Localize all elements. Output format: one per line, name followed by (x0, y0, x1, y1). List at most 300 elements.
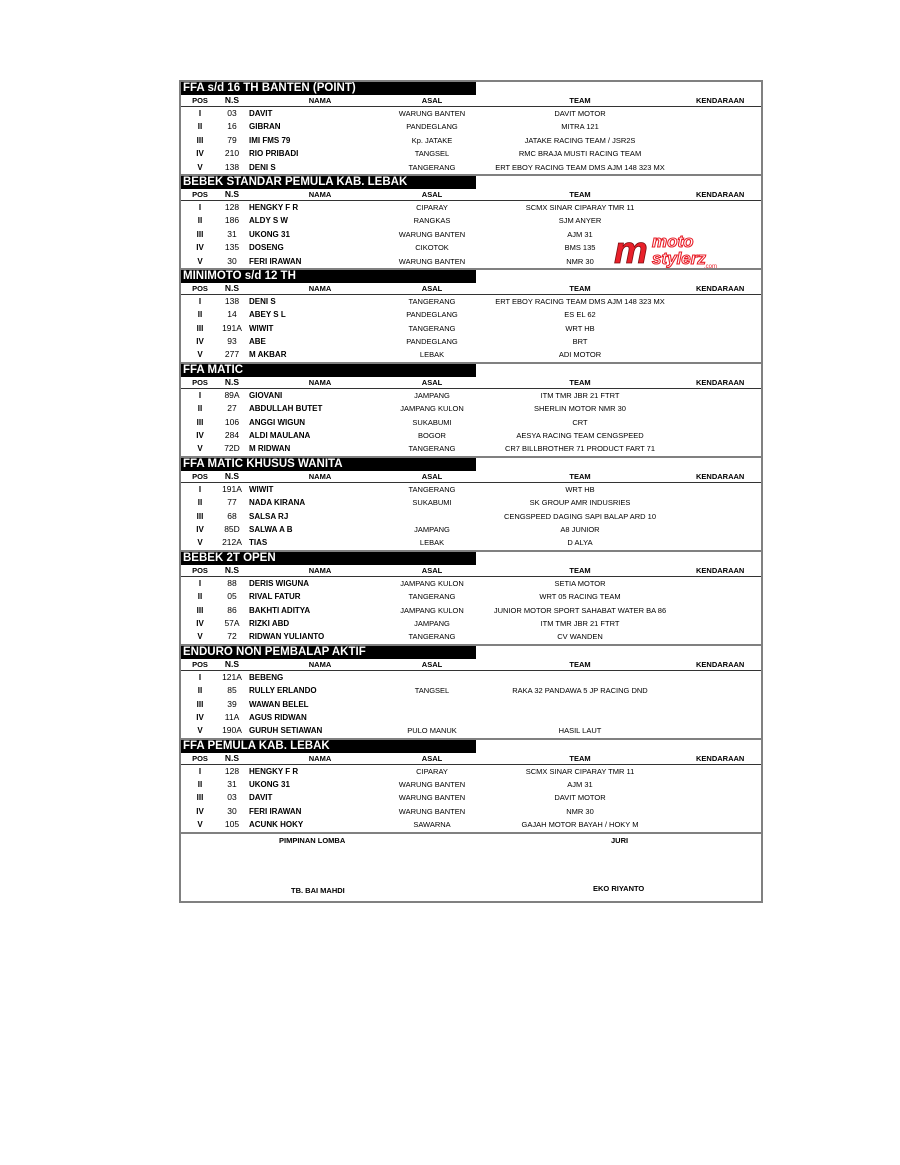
header-asal: ASAL (421, 471, 443, 481)
cell-ns: 212A (222, 537, 242, 548)
table-row (181, 577, 761, 590)
cell-pos: II (197, 122, 203, 132)
table-row (181, 214, 761, 227)
cell-nama: ABDULLAH BUTET (249, 404, 323, 414)
cell-nama: GURUH SETIAWAN (249, 726, 323, 736)
cell-pos: III (196, 135, 204, 145)
cell-team: CV WANDEN (557, 632, 603, 642)
cell-nama: WIWIT (249, 323, 274, 333)
table-row (181, 684, 761, 697)
cell-pos: V (197, 256, 203, 266)
cell-team: SHERLIN MOTOR NMR 30 (534, 404, 626, 414)
cell-ns: 89A (224, 389, 240, 400)
table-row (181, 335, 761, 348)
cell-ns: 191A (222, 483, 242, 494)
cell-ns: 30 (227, 255, 237, 266)
cell-nama: DAVIT (249, 109, 273, 118)
header-asal: ASAL (421, 565, 443, 575)
cell-team: SETIA MOTOR (554, 578, 606, 588)
cell-nama: FERI IRAWAN (249, 806, 302, 816)
section-title: BEBEK 2T OPEN (181, 552, 476, 565)
column-header-row (181, 565, 761, 577)
cell-team: A8 JUNIOR (560, 524, 600, 534)
cell-pos: II (197, 310, 203, 320)
header-pos: POS (192, 471, 208, 481)
table-row (181, 389, 761, 402)
cell-asal: JAMPANG (414, 618, 450, 628)
cell-nama: GIBRAN (249, 122, 281, 132)
section-title: MINIMOTO s/d 12 TH (181, 270, 476, 283)
header-asal: ASAL (421, 753, 443, 763)
signature-block (181, 834, 761, 901)
results-section (181, 364, 761, 458)
header-kendaraan: KENDARAAN (696, 753, 745, 763)
cell-team: GAJAH MOTOR BAYAH / HOKY M (521, 820, 639, 830)
signature-name-left: TB. BAI MAHDI (291, 885, 345, 895)
cell-asal: BOGOR (418, 431, 446, 441)
cell-asal: SUKABUMI (412, 417, 452, 427)
cell-pos: II (197, 780, 203, 790)
table-row (181, 429, 761, 442)
cell-pos: IV (196, 618, 204, 628)
cell-team: CR7 BILLBROTHER 71 PRODUCT FART 71 (504, 444, 656, 454)
cell-ns: 14 (227, 309, 237, 320)
cell-nama: ABEY S L (249, 310, 286, 320)
cell-pos: I (198, 672, 202, 682)
header-nama: NAMA (308, 189, 332, 199)
table-row (181, 147, 761, 160)
cell-pos: IV (196, 149, 204, 159)
table-row (181, 120, 761, 133)
cell-ns: 128 (224, 201, 240, 212)
section-title: FFA MATIC KHUSUS WANITA (181, 458, 476, 471)
cell-nama: DENI S (249, 296, 276, 306)
header-pos: POS (192, 96, 208, 105)
header-team: TEAM (569, 565, 591, 575)
cell-asal: SUKABUMI (412, 498, 452, 508)
cell-pos: I (198, 202, 202, 212)
cell-team: DAVIT MOTOR (554, 793, 606, 803)
cell-pos: III (196, 699, 204, 709)
table-row (181, 765, 761, 778)
table-row (181, 805, 761, 818)
cell-team: AJM 31 (567, 780, 593, 790)
cell-ns: 77 (227, 497, 237, 508)
cell-ns: 27 (227, 403, 237, 414)
cell-nama: RIO PRIBADI (249, 149, 299, 159)
table-row (181, 322, 761, 335)
cell-asal: TANGSEL (414, 686, 450, 696)
header-nama: NAMA (308, 377, 332, 387)
table-row (181, 510, 761, 523)
cell-nama: RIDWAN YULIANTO (249, 632, 325, 642)
table-row (181, 416, 761, 429)
header-nama: NAMA (308, 659, 332, 669)
table-row (181, 671, 761, 684)
column-header-row (181, 471, 761, 483)
cell-nama: ACUNK HOKY (249, 820, 304, 830)
header-nama: NAMA (308, 565, 332, 575)
cell-nama: HENGKY F R (249, 202, 299, 212)
header-kendaraan: KENDARAAN (696, 565, 745, 575)
cell-pos: II (197, 686, 203, 696)
table-row (181, 134, 761, 147)
results-sheet (179, 80, 763, 903)
column-header-row (181, 753, 761, 765)
cell-pos: V (197, 632, 203, 642)
header-nama: NAMA (308, 96, 332, 105)
cell-nama: M AKBAR (249, 350, 287, 360)
cell-team: AJM 31 (567, 229, 593, 239)
cell-nama: BEBENG (249, 672, 284, 682)
cell-ns: 121A (222, 671, 242, 682)
cell-asal: JAMPANG (414, 390, 450, 400)
cell-nama: ALDI MAULANA (249, 431, 311, 441)
cell-team: ADI MOTOR (558, 350, 602, 360)
header-pos: POS (192, 189, 208, 199)
signature-title-right: JURI (611, 835, 629, 845)
cell-nama: AGUS RIDWAN (249, 712, 307, 722)
cell-team: HASIL LAUT (558, 726, 602, 736)
cell-ns: 86 (227, 604, 237, 615)
logo-line2: stylerz (652, 249, 706, 268)
header-kendaraan: KENDARAAN (696, 189, 745, 199)
cell-asal: JAMPANG (414, 524, 450, 534)
header-nama: NAMA (308, 283, 332, 293)
header-pos: POS (192, 659, 208, 669)
cell-ns: 79 (227, 134, 237, 145)
cell-ns: 39 (227, 698, 237, 709)
cell-asal: TANGSEL (414, 149, 450, 159)
cell-team: NMR 30 (566, 806, 594, 816)
table-row (181, 604, 761, 617)
cell-ns: 88 (227, 577, 237, 588)
cell-pos: IV (196, 806, 204, 816)
cell-ns: 05 (227, 591, 237, 602)
cell-ns: 191A (222, 322, 242, 333)
section-title: FFA PEMULA KAB. LEBAK (181, 740, 476, 753)
header-asal: ASAL (421, 96, 443, 105)
cell-asal: WARUNG BANTEN (398, 256, 466, 266)
cell-pos: III (196, 229, 204, 239)
header-pos: POS (192, 283, 208, 293)
table-row (181, 617, 761, 630)
table-row (181, 402, 761, 415)
cell-asal: JAMPANG KULON (400, 404, 464, 414)
cell-pos: IV (196, 524, 204, 534)
cell-team: WRT HB (565, 484, 595, 494)
cell-team: SCMX SINAR CIPARAY TMR 11 (525, 202, 635, 212)
header-asal: ASAL (421, 377, 443, 387)
cell-team: BMS 135 (564, 243, 596, 253)
header-ns: N.S (224, 95, 240, 105)
cell-team: ITM TMR JBR 21 FTRT (540, 390, 620, 400)
table-row (181, 348, 761, 361)
cell-team: SJM ANYER (558, 216, 602, 226)
cell-nama: RIZKI ABD (249, 618, 290, 628)
header-nama: NAMA (308, 471, 332, 481)
cell-asal: PANDEGLANG (406, 337, 458, 347)
cell-asal: LEBAK (419, 538, 445, 548)
cell-asal: WARUNG BANTEN (398, 793, 466, 803)
cell-pos: III (196, 511, 204, 521)
header-pos: POS (192, 377, 208, 387)
cell-team: CRT (572, 417, 588, 427)
cell-pos: II (197, 592, 203, 602)
cell-pos: V (197, 538, 203, 548)
header-team: TEAM (569, 753, 591, 763)
cell-team: WRT HB (565, 323, 595, 333)
column-header-row (181, 377, 761, 389)
cell-asal: TANGERANG (408, 632, 456, 642)
cell-asal: TANGERANG (408, 484, 456, 494)
cell-pos: II (197, 498, 203, 508)
cell-team: ITM TMR JBR 21 FTRT (540, 618, 620, 628)
cell-ns: 85 (227, 685, 237, 696)
table-row (181, 295, 761, 308)
header-kendaraan: KENDARAAN (696, 471, 745, 481)
cell-team: ERT EBOY RACING TEAM DMS AJM 148 323 MX (495, 296, 665, 306)
cell-pos: IV (196, 431, 204, 441)
cell-pos: V (197, 444, 203, 454)
cell-asal: PANDEGLANG (406, 310, 458, 320)
cell-ns: 105 (224, 819, 240, 830)
table-row (181, 536, 761, 549)
cell-pos: III (196, 417, 204, 427)
results-section (181, 458, 761, 552)
table-row (181, 523, 761, 536)
cell-asal: WARUNG BANTEN (398, 780, 466, 790)
table-row (181, 201, 761, 214)
header-kendaraan: KENDARAAN (696, 659, 745, 669)
table-row (181, 724, 761, 737)
cell-nama: DENI S (249, 162, 276, 172)
cell-nama: TIAS (249, 538, 268, 548)
cell-pos: I (198, 109, 202, 118)
cell-nama: ALDY S W (249, 216, 288, 226)
cell-asal: TANGERANG (408, 296, 456, 306)
cell-ns: 16 (227, 121, 237, 132)
table-row (181, 711, 761, 724)
cell-pos: I (198, 484, 202, 494)
cell-asal: PULO MANUK (407, 726, 457, 736)
cell-team: JUNIOR MOTOR SPORT SAHABAT WATER BA 86 (493, 605, 667, 615)
logo-sub: .com (704, 264, 718, 269)
cell-asal: SAWARNA (413, 820, 451, 830)
header-ns: N.S (224, 564, 240, 575)
cell-nama: GIOVANI (249, 390, 283, 400)
cell-nama: BAKHTI ADITYA (249, 605, 311, 615)
cell-nama: FERI IRAWAN (249, 256, 302, 266)
cell-nama: DERIS WIGUNA (249, 578, 309, 588)
signature-title-left: PIMPINAN LOMBA (279, 835, 346, 845)
cell-team: D ALYA (567, 538, 593, 548)
cell-pos: II (197, 216, 203, 226)
cell-ns: 128 (224, 765, 240, 776)
cell-ns: 11A (224, 711, 240, 722)
cell-ns: 93 (227, 336, 237, 347)
cell-ns: 277 (224, 349, 240, 360)
cell-pos: III (196, 323, 204, 333)
cell-ns: 135 (224, 242, 240, 253)
cell-asal: TANGERANG (408, 444, 456, 454)
cell-pos: I (198, 296, 202, 306)
header-ns: N.S (224, 376, 240, 387)
cell-pos: IV (196, 337, 204, 347)
results-section (181, 82, 761, 176)
section-title: FFA MATIC (181, 364, 476, 377)
cell-team: SK GROUP AMR INDUSRIES (529, 498, 631, 508)
cell-team: SCMX SINAR CIPARAY TMR 11 (525, 766, 635, 776)
cell-nama: M RIDWAN (249, 444, 291, 454)
header-nama: NAMA (308, 753, 332, 763)
header-team: TEAM (569, 377, 591, 387)
header-asal: ASAL (421, 283, 443, 293)
header-team: TEAM (569, 189, 591, 199)
cell-nama: ANGGI WIGUN (249, 417, 305, 427)
cell-asal: CIPARAY (416, 202, 448, 212)
header-ns: N.S (224, 470, 240, 481)
cell-ns: 210 (224, 148, 240, 159)
column-header-row (181, 659, 761, 671)
cell-asal: TANGERANG (408, 323, 456, 333)
header-team: TEAM (569, 283, 591, 293)
cell-ns: 138 (224, 295, 240, 306)
cell-pos: V (197, 162, 203, 172)
table-row (181, 630, 761, 643)
table-row (181, 442, 761, 455)
cell-team: AESYA RACING TEAM CENGSPEED (516, 431, 644, 441)
cell-team: BRT (572, 337, 588, 347)
cell-team: CENGSPEED DAGING SAPI BALAP ARD 10 (504, 511, 656, 521)
cell-ns: 31 (227, 228, 237, 239)
cell-nama: DAVIT (249, 793, 273, 803)
cell-pos: I (198, 766, 202, 776)
section-title: FFA s/d 16 TH BANTEN (POINT) (181, 82, 476, 95)
header-ns: N.S (224, 658, 240, 669)
cell-nama: IMI FMS 79 (249, 135, 291, 145)
cell-pos: IV (196, 712, 204, 722)
section-title: ENDURO NON PEMBALAP AKTIF (181, 646, 476, 659)
cell-pos: I (198, 578, 202, 588)
cell-ns: 138 (224, 161, 240, 172)
cell-team: RMC BRAJA MUSTI RACING TEAM (518, 149, 642, 159)
cell-asal: LEBAK (419, 350, 445, 360)
cell-nama: RIVAL FATUR (249, 592, 301, 602)
cell-nama: RULLY ERLANDO (249, 686, 317, 696)
results-section (181, 552, 761, 646)
header-kendaraan: KENDARAAN (696, 283, 745, 293)
cell-team: WRT 05 RACING TEAM (539, 592, 621, 602)
results-section (181, 270, 761, 364)
signature-name-right: EKO RIYANTO (593, 883, 645, 893)
cell-ns: 72 (227, 631, 237, 642)
column-header-row (181, 189, 761, 201)
cell-ns: 72D (224, 443, 240, 454)
cell-pos: I (198, 390, 202, 400)
table-row (181, 496, 761, 509)
results-section (181, 646, 761, 740)
cell-ns: 284 (224, 430, 240, 441)
cell-nama: SALWA A B (249, 524, 293, 534)
cell-pos: IV (196, 243, 204, 253)
header-asal: ASAL (421, 659, 443, 669)
cell-ns: 57A (224, 617, 240, 628)
header-team: TEAM (569, 96, 591, 105)
header-asal: ASAL (421, 189, 443, 199)
table-row (181, 107, 761, 120)
header-pos: POS (192, 753, 208, 763)
cell-asal: WARUNG BANTEN (398, 229, 466, 239)
table-row (181, 791, 761, 804)
header-team: TEAM (569, 471, 591, 481)
cell-asal: Kp. JATAKE (411, 135, 453, 145)
cell-team: NMR 30 (566, 256, 594, 266)
header-pos: POS (192, 565, 208, 575)
cell-asal: JAMPANG KULON (400, 578, 464, 588)
cell-team: JATAKE RACING TEAM / JSR2S (524, 135, 636, 145)
cell-asal: JAMPANG KULON (400, 605, 464, 615)
cell-pos: III (196, 605, 204, 615)
cell-pos: V (197, 726, 203, 736)
table-row (181, 818, 761, 831)
cell-ns: 190A (222, 725, 242, 736)
cell-asal: TANGERANG (408, 592, 456, 602)
cell-asal: TANGERANG (408, 162, 456, 172)
cell-team: MITRA 121 (561, 122, 599, 132)
column-header-row (181, 283, 761, 295)
header-ns: N.S (224, 752, 240, 763)
cell-team: RAKA 32 PANDAWA 5 JP RACING DND (512, 686, 648, 696)
header-team: TEAM (569, 659, 591, 669)
cell-nama: UKONG 31 (249, 229, 290, 239)
cell-ns: 03 (227, 792, 237, 803)
table-row (181, 308, 761, 321)
cell-pos: V (197, 820, 203, 830)
cell-team: ES EL 62 (564, 310, 596, 320)
cell-nama: WIWIT (249, 484, 274, 494)
column-header-row (181, 95, 761, 107)
cell-asal: CIPARAY (416, 766, 448, 776)
table-row (181, 590, 761, 603)
cell-asal: WARUNG BANTEN (398, 109, 466, 118)
cell-nama: WAWAN BELEL (249, 699, 309, 709)
section-title: BEBEK STANDAR PEMULA KAB. LEBAK (181, 176, 476, 189)
table-row (181, 161, 761, 174)
cell-asal: RANGKAS (413, 216, 451, 226)
cell-pos: V (197, 350, 203, 360)
cell-ns: 186 (224, 215, 240, 226)
header-kendaraan: KENDARAAN (696, 96, 745, 105)
cell-ns: 106 (224, 416, 240, 427)
cell-ns: 30 (227, 805, 237, 816)
table-row (181, 698, 761, 711)
cell-nama: DOSENG (249, 243, 284, 253)
svg-text:m: m (614, 230, 648, 269)
logo-line1: moto (652, 232, 694, 251)
cell-nama: NADA KIRANA (249, 498, 306, 508)
cell-pos: II (197, 404, 203, 414)
cell-asal: WARUNG BANTEN (398, 806, 466, 816)
header-kendaraan: KENDARAAN (696, 377, 745, 387)
cell-team: ERT EBOY RACING TEAM DMS AJM 148 323 MX (495, 162, 665, 172)
cell-ns: 03 (227, 108, 237, 118)
cell-pos: III (196, 793, 204, 803)
cell-ns: 31 (227, 779, 237, 790)
motostylerz-watermark-logo (612, 229, 724, 269)
header-ns: N.S (224, 188, 240, 199)
results-section (181, 740, 761, 834)
